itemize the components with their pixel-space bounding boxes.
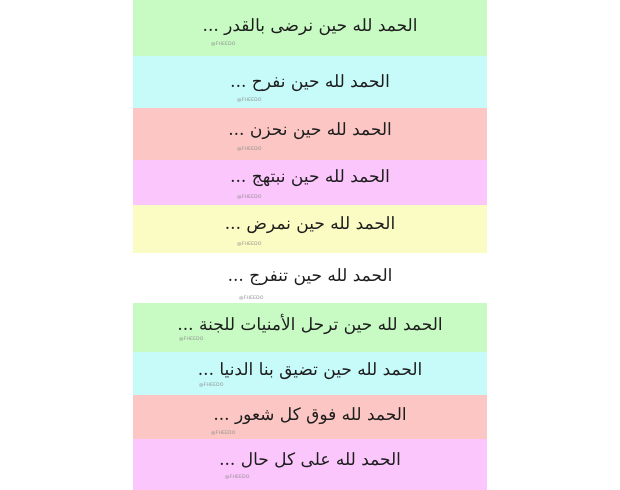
quote-line: الحمد لله حين نرضى بالقدر ...: [202, 16, 418, 36]
quote-line: الحمد لله حين تنفرج ...: [227, 266, 393, 286]
quote-band: [133, 108, 487, 160]
quote-column: [133, 0, 487, 490]
watermark: @FHEEDO: [199, 383, 224, 388]
quote-band: [133, 56, 487, 108]
quote-line: الحمد لله حين نحزن ...: [228, 120, 392, 140]
quote-band: [133, 439, 487, 490]
watermark: @FHEEDO: [211, 431, 236, 436]
quote-line: الحمد لله حين تضيق بنا الدنيا ...: [197, 360, 423, 380]
watermark: @FHEEDO: [237, 98, 262, 103]
watermark: @FHEEDO: [239, 296, 264, 301]
watermark: @FHEEDO: [179, 337, 204, 342]
quote-band: [133, 205, 487, 253]
quote-band: [133, 160, 487, 205]
quote-band: [133, 0, 487, 56]
quote-band: [133, 253, 487, 303]
watermark: @FHEEDO: [225, 475, 250, 480]
watermark: @FHEEDO: [237, 147, 262, 152]
quote-line: الحمد لله فوق كل شعور ...: [213, 405, 407, 425]
quote-line: الحمد لله حين ترحل الأمنيات للجنة ...: [177, 315, 443, 335]
watermark: @FHEEDO: [237, 242, 262, 247]
quote-line: الحمد لله على كل حال ...: [219, 450, 401, 470]
quote-line: الحمد لله حين نمرض ...: [224, 214, 396, 234]
quote-band: [133, 352, 487, 395]
quote-band: [133, 303, 487, 352]
quote-line: الحمد لله حين نبتهج ...: [230, 167, 390, 187]
watermark: @FHEEDO: [211, 42, 236, 47]
quote-band: [133, 395, 487, 439]
quote-line: الحمد لله حين نفرح ...: [230, 72, 390, 92]
watermark: @FHEEDO: [237, 195, 262, 200]
